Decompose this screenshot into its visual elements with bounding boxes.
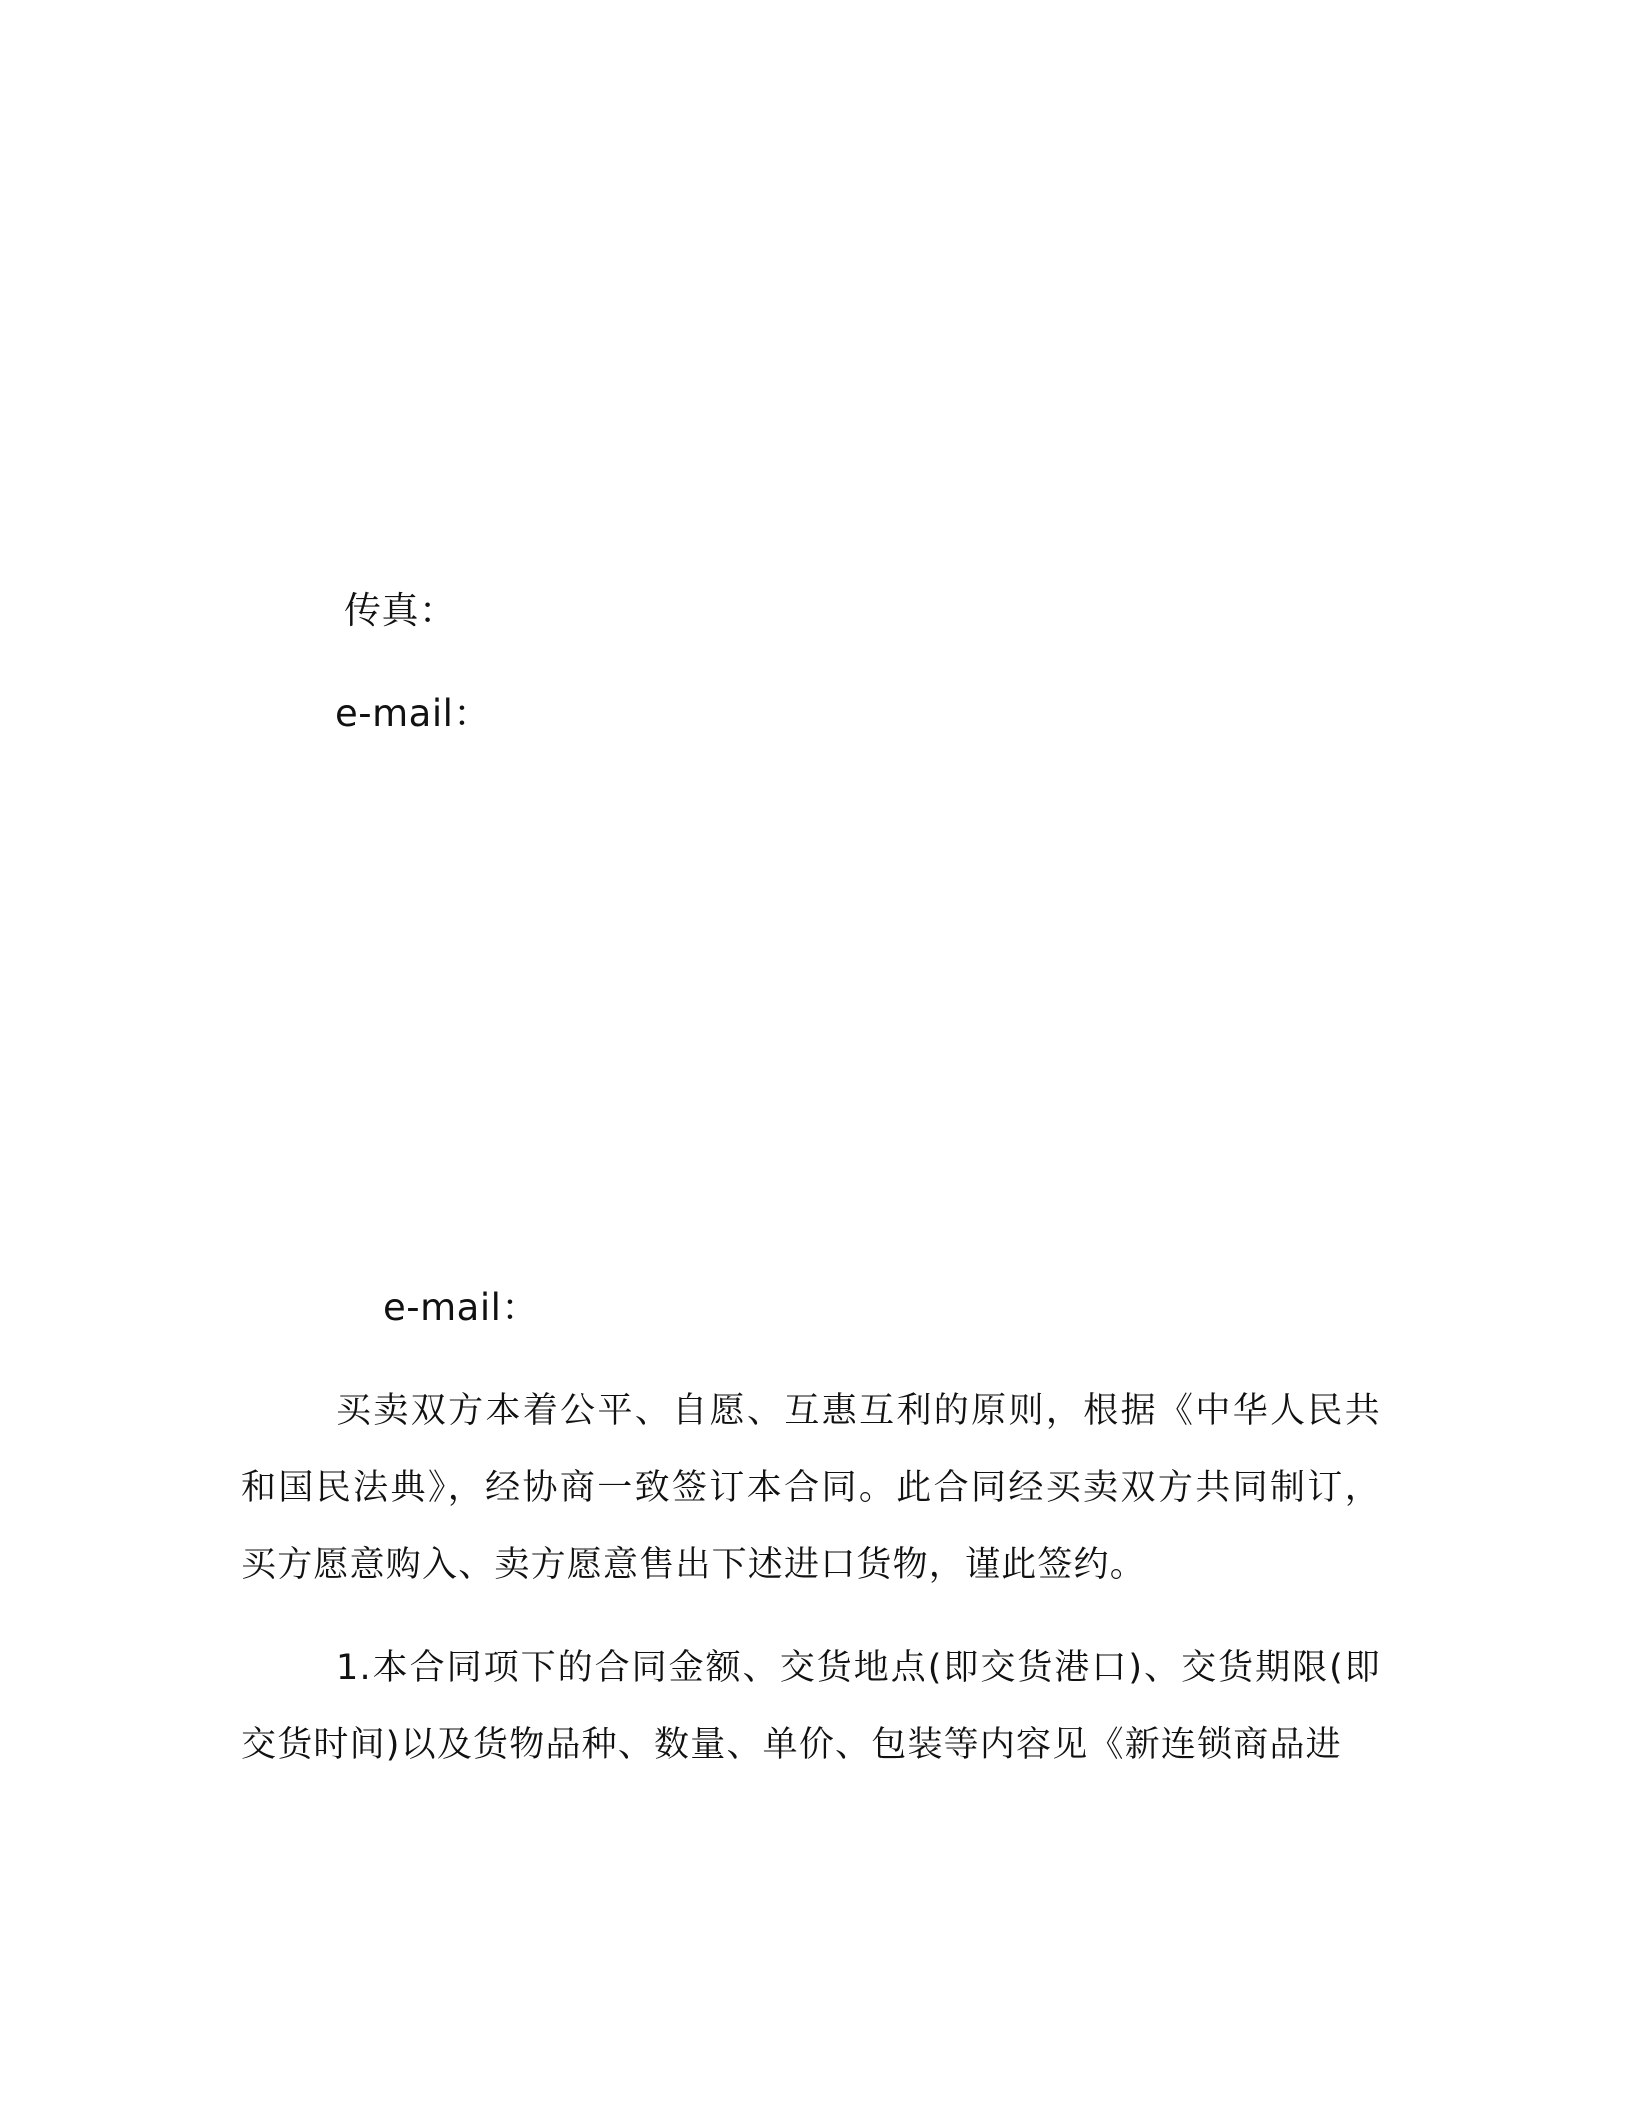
contract-clause-1-paragraph: 1.本合同项下的合同金额、交货地点(即交货港口)、交货期限(即交货时间)以及货物品种、数量、单价、包装等内容见《新连锁商品进 <box>241 1648 1381 1765</box>
contract-preamble-paragraph: 买卖双方本着公平、自愿、互惠互利的原则，根据《中华人民共和国民法典》，经协商一致签订本合同。此合同经买卖双方共同制订，买方愿意购入、卖方愿意售出下述进口货物，谨此签约。 <box>241 1391 1381 1585</box>
fax-label: 传真： <box>344 589 457 632</box>
email-label: e-mail： <box>383 1286 539 1329</box>
email-label: e-mail： <box>335 692 491 735</box>
